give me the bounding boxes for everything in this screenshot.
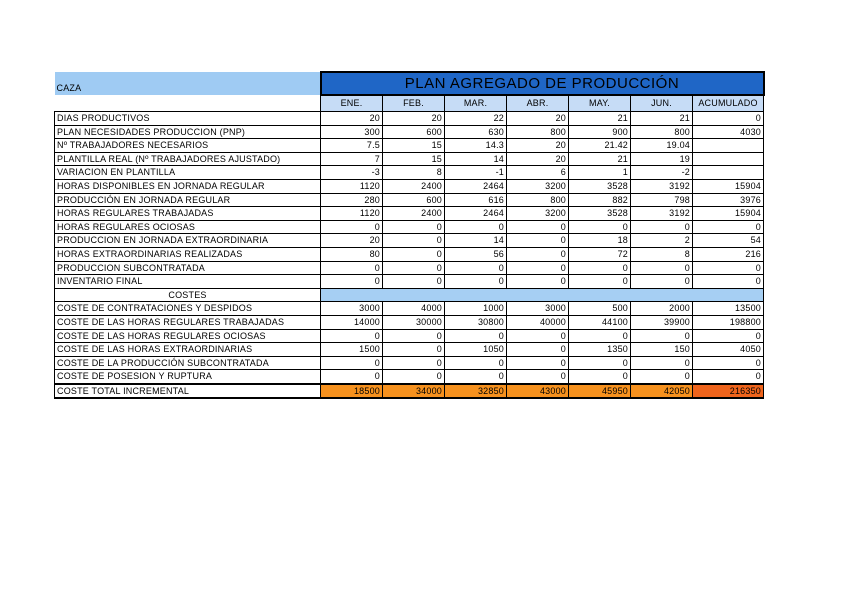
value-cell[interactable]: 7	[321, 152, 383, 166]
value-cell[interactable]: 15904	[693, 179, 764, 193]
value-cell[interactable]: 0	[693, 329, 764, 343]
value-cell[interactable]: 0	[383, 370, 445, 384]
value-cell[interactable]: 2000	[631, 302, 693, 316]
month-header: FEB.	[383, 95, 445, 112]
value-cell[interactable]: 198800	[693, 315, 764, 329]
month-header: ENE.	[321, 95, 383, 112]
row-label[interactable]: COSTE DE LA PRODUCCIÓN SUBCONTRATADA	[55, 356, 321, 370]
value-cell[interactable]: 0	[693, 370, 764, 384]
value-cell[interactable]: -3	[321, 166, 383, 180]
value-cell[interactable]: 0	[507, 275, 569, 289]
value-cell[interactable]: 0	[631, 275, 693, 289]
value-cell[interactable]: 3200	[507, 207, 569, 221]
table-row	[55, 220, 764, 234]
value-cell[interactable]: 32850	[445, 384, 507, 399]
value-cell[interactable]: 21	[569, 112, 631, 126]
table-row	[55, 234, 764, 248]
value-cell[interactable]: 798	[631, 193, 693, 207]
costes-heading: COSTES	[55, 288, 321, 302]
table-row	[55, 302, 764, 316]
row-label[interactable]: PRODUCCION EN JORNADA EXTRAORDINARIA	[55, 234, 321, 248]
value-cell[interactable]: 4000	[383, 302, 445, 316]
value-cell[interactable]: 0	[507, 247, 569, 261]
value-cell[interactable]: 1120	[321, 179, 383, 193]
row-label[interactable]: INVENTARIO FINAL	[55, 275, 321, 289]
value-cell[interactable]: 0	[383, 220, 445, 234]
value-cell[interactable]: 216	[693, 247, 764, 261]
value-cell[interactable]: 0	[383, 275, 445, 289]
value-cell[interactable]: 30800	[445, 315, 507, 329]
value-cell[interactable]: 19	[631, 152, 693, 166]
month-header: MAR.	[445, 95, 507, 112]
value-cell[interactable]: 21.42	[569, 139, 631, 153]
value-cell[interactable]: 54	[693, 234, 764, 248]
value-cell[interactable]: 0	[569, 261, 631, 275]
value-cell[interactable]: 0	[445, 370, 507, 384]
value-cell[interactable]: 0	[507, 234, 569, 248]
value-cell[interactable]: 0	[383, 234, 445, 248]
value-cell[interactable]: 22	[445, 112, 507, 126]
row-label[interactable]: COSTE DE LAS HORAS REGULARES TRABAJADAS	[55, 315, 321, 329]
row-label[interactable]: DIAS PRODUCTIVOS	[55, 112, 321, 126]
value-cell[interactable]: 13500	[693, 302, 764, 316]
value-cell[interactable]: 0	[321, 370, 383, 384]
month-header: JUN.	[631, 95, 693, 112]
value-cell[interactable]: 0	[631, 261, 693, 275]
value-cell[interactable]: 0	[569, 220, 631, 234]
value-cell[interactable]: 3528	[569, 179, 631, 193]
value-cell[interactable]: 21	[569, 152, 631, 166]
row-label[interactable]: PLAN NECESIDADES PRODUCCION (PNP)	[55, 125, 321, 139]
value-cell[interactable]: 1050	[445, 343, 507, 357]
table-row	[55, 247, 764, 261]
value-cell[interactable]: 21	[631, 112, 693, 126]
value-cell[interactable]: 0	[693, 356, 764, 370]
value-cell[interactable]: 3000	[507, 302, 569, 316]
value-cell[interactable]: 630	[445, 125, 507, 139]
value-cell[interactable]: 280	[321, 193, 383, 207]
value-cell[interactable]: 0	[507, 220, 569, 234]
row-label[interactable]: COSTE TOTAL INCREMENTAL	[55, 384, 321, 399]
value-cell[interactable]: 0	[693, 112, 764, 126]
value-cell[interactable]: 3192	[631, 179, 693, 193]
row-label[interactable]: PLANTILLA REAL (Nº TRABAJADORES AJUSTADO)	[55, 152, 321, 166]
value-cell[interactable]: 0	[445, 329, 507, 343]
value-cell[interactable]: -1	[445, 166, 507, 180]
month-header: ACUMULADO	[693, 95, 764, 112]
value-cell[interactable]: 0	[507, 343, 569, 357]
value-cell[interactable]	[693, 166, 764, 180]
value-cell[interactable]: 2464	[445, 207, 507, 221]
row-label[interactable]: HORAS REGULARES OCIOSAS	[55, 220, 321, 234]
value-cell[interactable]: 0	[321, 261, 383, 275]
table-row	[55, 329, 764, 343]
value-cell[interactable]: 0	[383, 261, 445, 275]
value-cell[interactable]: 39900	[631, 315, 693, 329]
value-cell[interactable]: 20	[321, 112, 383, 126]
value-cell[interactable]: 600	[383, 193, 445, 207]
value-cell[interactable]: 14	[445, 234, 507, 248]
value-cell[interactable]: 0	[321, 356, 383, 370]
table-row	[55, 193, 764, 207]
value-cell[interactable]: 1	[569, 166, 631, 180]
value-cell[interactable]: 616	[445, 193, 507, 207]
value-cell[interactable]: 30000	[383, 315, 445, 329]
value-cell[interactable]: 42050	[631, 384, 693, 399]
value-cell[interactable]: 14	[445, 152, 507, 166]
table-row	[55, 261, 764, 275]
value-cell[interactable]: 1500	[321, 343, 383, 357]
value-cell[interactable]: 900	[569, 125, 631, 139]
row-label[interactable]: HORAS REGULARES TRABAJADAS	[55, 207, 321, 221]
value-cell[interactable]: 0	[445, 275, 507, 289]
value-cell[interactable]: 18	[569, 234, 631, 248]
value-cell[interactable]: 1120	[321, 207, 383, 221]
table-row	[55, 207, 764, 221]
value-cell[interactable]: 300	[321, 125, 383, 139]
value-cell[interactable]: 18500	[321, 384, 383, 399]
value-cell[interactable]: 1350	[569, 343, 631, 357]
value-cell[interactable]: 0	[507, 356, 569, 370]
value-cell[interactable]: 0	[569, 329, 631, 343]
value-cell[interactable]: 800	[631, 125, 693, 139]
value-cell[interactable]: 0	[321, 329, 383, 343]
value-cell[interactable]: 0	[569, 356, 631, 370]
row-label[interactable]: HORAS DISPONIBLES EN JORNADA REGULAR	[55, 179, 321, 193]
value-cell[interactable]: 2400	[383, 179, 445, 193]
row-label[interactable]: Nº TRABAJADORES NECESARIOS	[55, 139, 321, 153]
value-cell[interactable]	[693, 139, 764, 153]
value-cell[interactable]: 44100	[569, 315, 631, 329]
row-label[interactable]: COSTE DE POSESION Y RUPTURA	[55, 370, 321, 384]
value-cell[interactable]: 1000	[445, 302, 507, 316]
row-label[interactable]: COSTE DE CONTRATACIONES Y DESPIDOS	[55, 302, 321, 316]
value-cell[interactable]: 15	[383, 139, 445, 153]
value-cell[interactable]: 0	[445, 261, 507, 275]
value-cell[interactable]: 0	[631, 370, 693, 384]
value-cell[interactable]: 3976	[693, 193, 764, 207]
value-cell[interactable]: 0	[383, 247, 445, 261]
table-row	[55, 125, 764, 139]
row-label[interactable]: COSTE DE LAS HORAS EXTRAORDINARIAS	[55, 343, 321, 357]
row-label[interactable]: COSTE DE LAS HORAS REGULARES OCIOSAS	[55, 329, 321, 343]
corner-label: CAZA	[55, 72, 321, 95]
value-cell[interactable]: 3000	[321, 302, 383, 316]
sheet-title: PLAN AGREGADO DE PRODUCCIÓN	[321, 72, 764, 95]
month-header: ABR.	[507, 95, 569, 112]
production-plan-table	[54, 71, 765, 399]
value-cell[interactable]: 20	[507, 112, 569, 126]
value-cell[interactable]: 0	[631, 356, 693, 370]
value-cell[interactable]: 6	[507, 166, 569, 180]
row-label[interactable]: HORAS EXTRAORDINARIAS REALIZADAS	[55, 247, 321, 261]
table-row	[55, 275, 764, 289]
value-cell[interactable]	[693, 152, 764, 166]
value-cell[interactable]: 150	[631, 343, 693, 357]
value-cell[interactable]: 0	[693, 220, 764, 234]
value-cell[interactable]: -2	[631, 166, 693, 180]
value-cell[interactable]: 19.04	[631, 139, 693, 153]
table-row	[55, 315, 764, 329]
value-cell[interactable]: 3528	[569, 207, 631, 221]
value-cell[interactable]: 20	[507, 152, 569, 166]
value-cell[interactable]: 34000	[383, 384, 445, 399]
value-cell[interactable]: 56	[445, 247, 507, 261]
value-cell[interactable]: 0	[631, 329, 693, 343]
table-row	[55, 166, 764, 180]
title-row	[55, 72, 764, 95]
table-row	[55, 370, 764, 384]
month-header: MAY.	[569, 95, 631, 112]
value-cell[interactable]: 15904	[693, 207, 764, 221]
value-cell[interactable]: 0	[445, 220, 507, 234]
value-cell[interactable]: 500	[569, 302, 631, 316]
value-cell[interactable]: 2400	[383, 207, 445, 221]
value-cell[interactable]: 45950	[569, 384, 631, 399]
value-cell[interactable]: 0	[569, 370, 631, 384]
value-cell[interactable]: 20	[383, 112, 445, 126]
value-cell[interactable]: 0	[693, 261, 764, 275]
value-cell[interactable]: 80	[321, 247, 383, 261]
header-blank-cell	[55, 95, 321, 112]
table-row	[55, 112, 764, 126]
value-cell[interactable]: 2464	[445, 179, 507, 193]
value-cell[interactable]: 7.5	[321, 139, 383, 153]
value-cell[interactable]: 4030	[693, 125, 764, 139]
value-cell[interactable]: 0	[507, 261, 569, 275]
value-cell[interactable]: 14000	[321, 315, 383, 329]
table-row	[55, 139, 764, 153]
value-cell[interactable]: 0	[445, 356, 507, 370]
value-cell[interactable]: 3200	[507, 179, 569, 193]
costes-header-row	[55, 288, 764, 302]
value-cell[interactable]: 600	[383, 125, 445, 139]
table-row	[55, 343, 764, 357]
value-cell[interactable]: 72	[569, 247, 631, 261]
value-cell[interactable]: 216350	[693, 384, 764, 399]
costes-band	[321, 288, 764, 302]
value-cell[interactable]: 15	[383, 152, 445, 166]
value-cell[interactable]: 0	[631, 220, 693, 234]
value-cell[interactable]: 0	[693, 275, 764, 289]
value-cell[interactable]: 4050	[693, 343, 764, 357]
value-cell[interactable]: 0	[383, 356, 445, 370]
total-row	[55, 384, 764, 399]
value-cell[interactable]: 800	[507, 125, 569, 139]
value-cell[interactable]: 43000	[507, 384, 569, 399]
month-header-row	[55, 95, 764, 112]
value-cell[interactable]: 800	[507, 193, 569, 207]
row-label[interactable]: PRODUCCION SUBCONTRATADA	[55, 261, 321, 275]
table-row	[55, 152, 764, 166]
value-cell[interactable]: 20	[507, 139, 569, 153]
value-cell[interactable]: 14.3	[445, 139, 507, 153]
value-cell[interactable]: 0	[321, 275, 383, 289]
value-cell[interactable]: 2	[631, 234, 693, 248]
value-cell[interactable]: 8	[383, 166, 445, 180]
value-cell[interactable]: 0	[321, 220, 383, 234]
value-cell[interactable]: 0	[569, 275, 631, 289]
table-row	[55, 356, 764, 370]
value-cell[interactable]: 882	[569, 193, 631, 207]
row-label[interactable]: VARIACION EN PLANTILLA	[55, 166, 321, 180]
value-cell[interactable]: 8	[631, 247, 693, 261]
value-cell[interactable]: 40000	[507, 315, 569, 329]
row-label[interactable]: PRODUCCIÓN EN JORNADA REGULAR	[55, 193, 321, 207]
value-cell[interactable]: 0	[507, 329, 569, 343]
value-cell[interactable]: 0	[507, 370, 569, 384]
value-cell[interactable]: 20	[321, 234, 383, 248]
value-cell[interactable]: 3192	[631, 207, 693, 221]
table-row	[55, 179, 764, 193]
value-cell[interactable]: 0	[383, 343, 445, 357]
value-cell[interactable]: 0	[383, 329, 445, 343]
